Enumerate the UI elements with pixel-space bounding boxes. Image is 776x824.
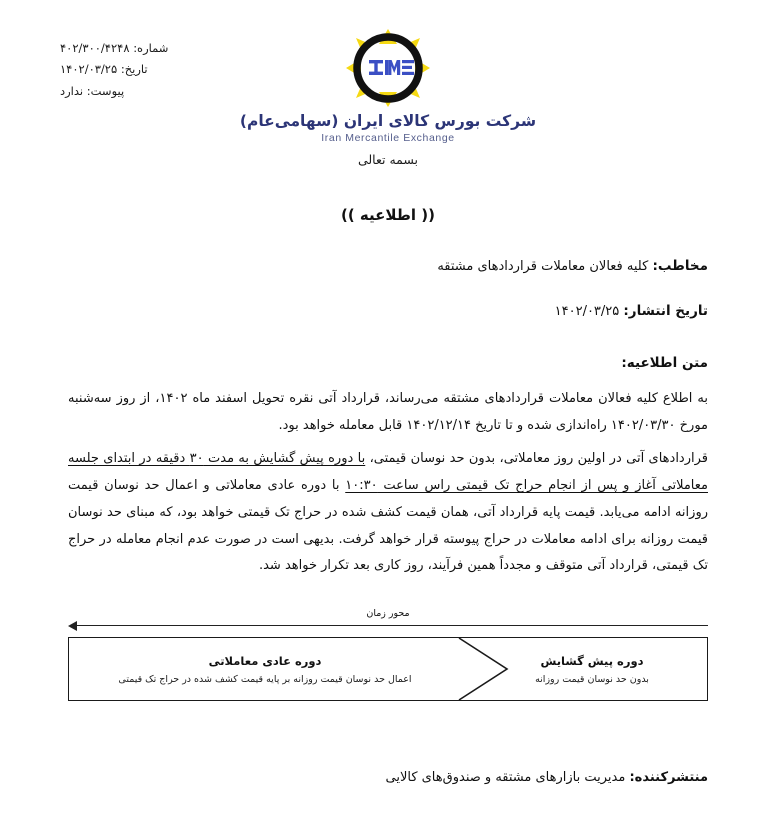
publisher-label: منتشرکننده: [629, 770, 708, 785]
body-paragraph-1: به اطلاع کلیه فعالان معاملات قراردادهای مشتقه می‌رساند، قرارداد آتی نقره تحویل اسفند ماه ۱۴۰۲، از روز سه‌شنبه مورخ ۱۴۰۲/۰۳/۳۰ راه‌اندازی شده و تا تاریخ ۱۴۰۲/۱۲/۱۴ قابل معامله خواهد بود. [68, 391, 708, 433]
timeline-diagram [68, 608, 708, 701]
timeline-arrow-icon [68, 621, 77, 631]
meta-attachment-label: پیوست: [86, 83, 125, 98]
meta-number-label: شماره: [133, 41, 169, 55]
body-heading-label: متن اطلاعیه: [621, 355, 708, 371]
ime-logo-icon [340, 28, 436, 108]
page-title: (( اطلاعیه )) [341, 206, 435, 224]
publish-date-label: تاریخ انتشار: [623, 303, 708, 319]
meta-date-label: تاریخ: [120, 62, 148, 77]
timeline-bands [68, 637, 708, 701]
timeline-band-preopening [477, 638, 707, 700]
publish-date-row [68, 303, 708, 319]
meta-date-value: ۱۴۰۲/۰۳/۲۵ [60, 62, 118, 77]
band-normal-subtitle: اعمال حد نوسان قیمت روزانه بر پایه قیمت کشف شده در حراج تک قیمتی [118, 673, 412, 685]
body-heading-row [68, 355, 708, 371]
paragraph-2-segment-a: قراردادهای آتی در اولین روز معاملاتی، بدون حد نوسان قیمتی، [365, 450, 708, 466]
addressee-value: کلیه فعالان معاملات قراردادهای مشتقه [437, 259, 649, 274]
meta-number-value: ۴۰۲/۳۰۰/۴۲۴۸ [60, 41, 130, 55]
paragraph-2-underlined-segment: با دوره پیش گشایش به مدت ۳۰ دقیقه در ابتدای جلسه معاملاتی آغاز و پس از انجام حراج تک قیمتی راس ساعت ۱۰:۳۰ [68, 450, 708, 493]
body-paragraph-2 [68, 446, 708, 581]
invocation-text: بسمه تعالی [357, 152, 419, 167]
addressee-row [68, 258, 708, 274]
company-name-fa: شرکت بورس کالای ایران (سهامی‌عام) [239, 112, 537, 130]
publisher-row [68, 770, 708, 785]
timeline-axis-label: محور زمان [366, 608, 410, 619]
timeline-axis-bar [76, 625, 708, 626]
brand-header [0, 28, 776, 167]
ime-logo [340, 28, 436, 108]
band-preopening-title: دوره پیش گشایش [540, 653, 644, 668]
addressee-label: مخاطب: [652, 258, 708, 274]
timeline-band-normal [69, 638, 461, 700]
publisher-value: مدیریت بازارهای مشتقه و صندوق‌های کالایی [385, 770, 626, 785]
company-name-en: Iran Mercantile Exchange [321, 132, 455, 144]
band-normal-title: دوره عادی معاملاتی [208, 653, 322, 668]
band-preopening-subtitle: بدون حد نوسان قیمت روزانه [535, 673, 649, 685]
timeline-axis [68, 621, 708, 631]
publish-date-value: ۱۴۰۲/۰۳/۲۵ [554, 304, 620, 319]
meta-attachment-value: ندارد [60, 83, 84, 98]
paragraph-2-segment-b: با دوره عادی معاملاتی و اعمال حد نوسان قیمت روزانه ادامه می‌یابد. قیمت پایه قرارداد آتی، همان قیمت کشف شده در حراج تک قیمتی خواهد بود، که مبنای حد نوسان قیمت روزانه برای ادامه معاملات در حراج پیوسته قرار خواهد گرفت. بدیهی است در صورت عدم انجام معامله در حراج تک قیمتی، قرارداد آتی متوقف و مجدداً همین فرآیند، روز کاری بعد تکرار خواهد شد. [68, 477, 708, 574]
document-body [68, 386, 708, 586]
